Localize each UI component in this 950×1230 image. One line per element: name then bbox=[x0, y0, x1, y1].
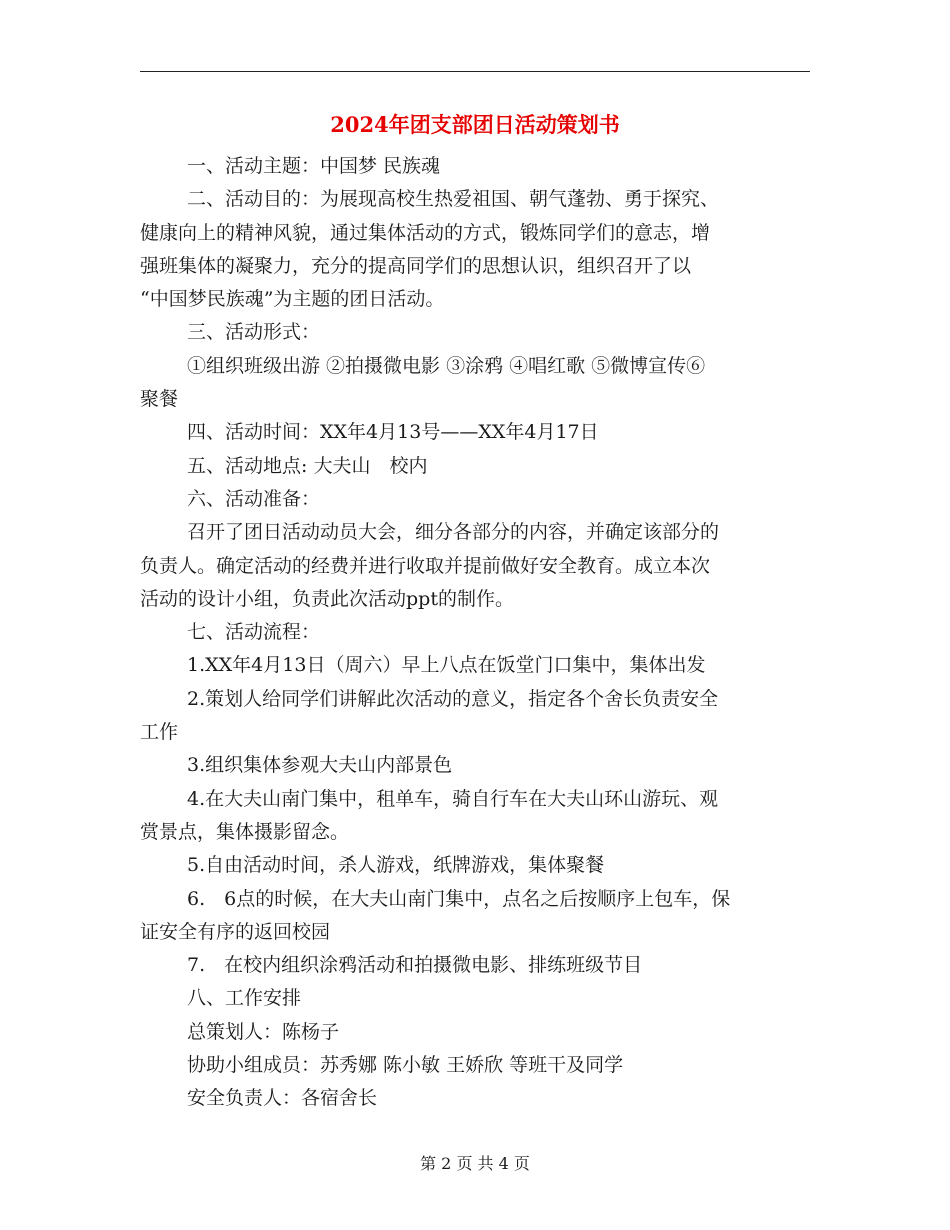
page-footer: 第 2 页 共 4 页 bbox=[420, 1154, 530, 1173]
body-line: 2.策划人给同学们讲解此次活动的意义，指定各个舍长负责安全 bbox=[187, 687, 719, 710]
body-line: 安全负责人：各宿舍长 bbox=[187, 1087, 378, 1110]
body-line: 召开了团日活动动员大会，细分各部分的内容，并确定该部分的 bbox=[187, 521, 720, 544]
body-line: 6. 6点的时候，在大夫山南门集中，点名之后按顺序上包车，保 bbox=[187, 887, 731, 910]
body-line: 负责人。确定活动的经费并进行收取并提前做好安全教育。成立本次 bbox=[140, 554, 711, 577]
document-body bbox=[140, 150, 815, 1116]
body-line: 赏景点，集体摄影留念。 bbox=[140, 820, 350, 843]
body-line: 强班集体的凝聚力，充分的提高同学们的思想认识，组织召开了以 bbox=[140, 254, 692, 277]
body-line: 4.在大夫山南门集中，租单车，骑自行车在大夫山环山游玩、观 bbox=[187, 787, 719, 810]
body-line: 四、活动时间：XX年4月13号——XX年4月17日 bbox=[187, 421, 599, 444]
body-line: 聚餐 bbox=[140, 388, 179, 411]
body-line: 七、活动流程： bbox=[187, 621, 321, 644]
body-line: ①组织班级出游 ②拍摄微电影 ③涂鸦 ④唱红歌 ⑤微博宣传⑥ bbox=[187, 354, 706, 377]
header-rule bbox=[140, 71, 810, 72]
body-line: “中国梦民族魂”为主题的团日活动。 bbox=[140, 288, 445, 311]
body-line: 3.组织集体参观大夫山内部景色 bbox=[187, 754, 453, 777]
body-line: 八、工作安排 bbox=[187, 987, 302, 1010]
body-line: 证安全有序的返回校园 bbox=[140, 920, 331, 943]
body-line: 1.XX年4月13日（周六）早上八点在饭堂门口集中，集体出发 bbox=[187, 654, 706, 677]
document-title: 2024年团支部团日活动策划书 bbox=[330, 112, 620, 137]
body-line: 六、活动准备： bbox=[187, 487, 321, 510]
body-line: 总策划人：陈杨子 bbox=[187, 1020, 340, 1043]
body-line: 工作 bbox=[140, 721, 179, 744]
body-line: 五、活动地点: 大夫山 校内 bbox=[187, 454, 428, 477]
body-line: 健康向上的精神风貌，通过集体活动的方式，锻炼同学们的意志，增 bbox=[140, 221, 711, 244]
body-line: 三、活动形式： bbox=[187, 321, 321, 344]
body-line: 活动的设计小组，负责此次活动ppt的制作。 bbox=[140, 587, 514, 610]
body-line: 5.自由活动时间，杀人游戏，纸牌游戏，集体聚餐 bbox=[187, 854, 605, 877]
body-line: 7. 在校内组织涂鸦活动和拍摄微电影、排练班级节目 bbox=[187, 954, 643, 977]
body-line: 协助小组成员：苏秀娜 陈小敏 王娇欣 等班干及同学 bbox=[187, 1054, 624, 1077]
body-line: 二、活动目的：为展现高校生热爱祖国、朝气蓬勃、勇于探究、 bbox=[187, 188, 720, 211]
body-line: 一、活动主题：中国梦 民族魂 bbox=[187, 155, 441, 177]
